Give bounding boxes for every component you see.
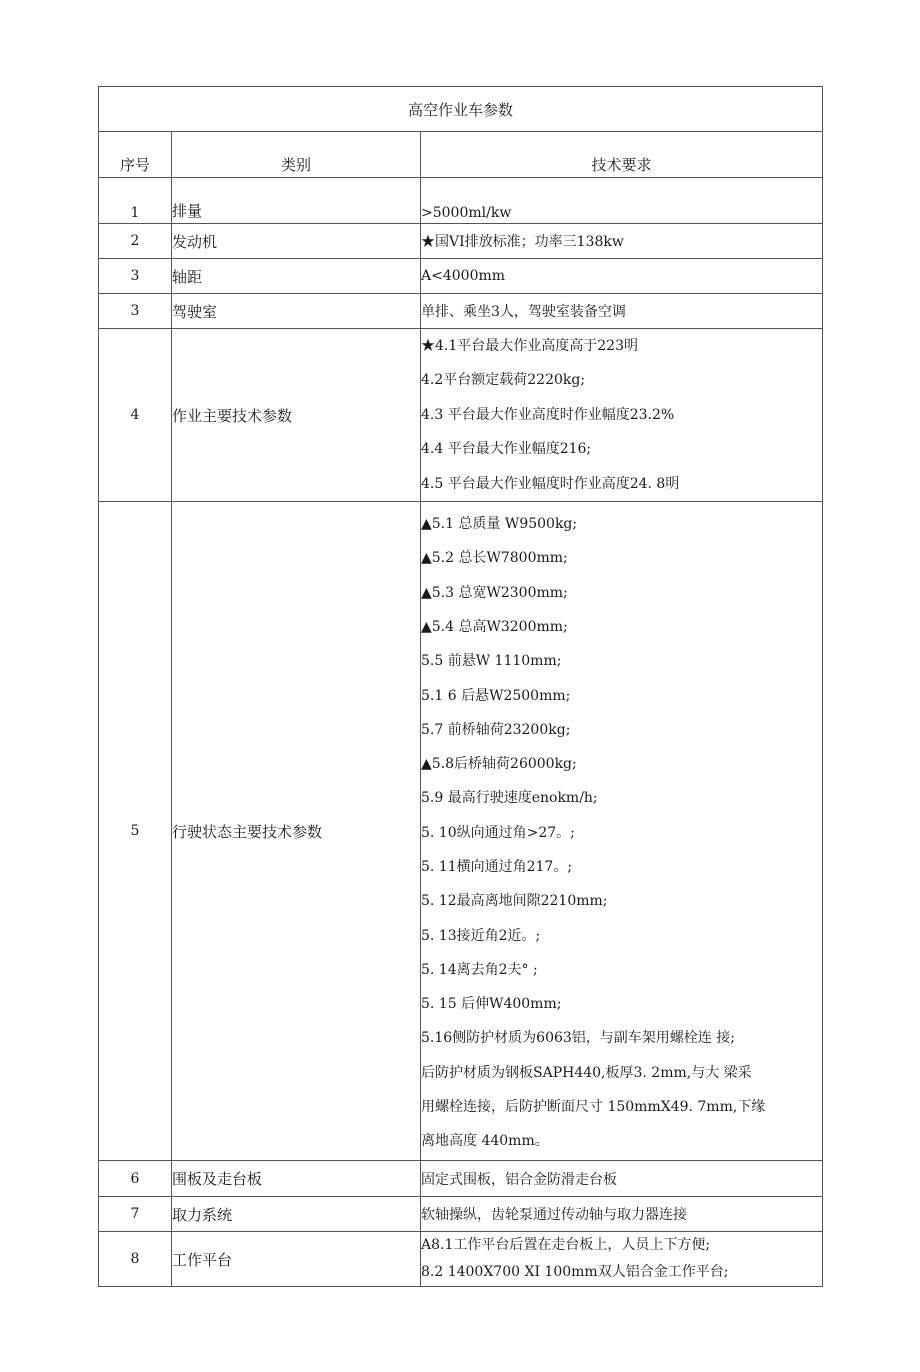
row-requirement: [421, 1232, 823, 1287]
table-row: [99, 259, 823, 294]
table-row: [99, 294, 823, 329]
row-no: 3: [99, 259, 172, 294]
requirement-line: ★4.1平台最大作业高度高于223明: [421, 338, 638, 354]
row-category: 围板及走台板: [172, 1161, 421, 1197]
requirement-line: 4.5 平台最大作业幅度时作业高度24. 8明: [421, 475, 680, 492]
table-title: 高空作业车参数: [99, 87, 823, 132]
header-no: 序号: [99, 132, 172, 178]
header-requirement: 技术要求: [421, 132, 823, 178]
requirement-line: 5.5 前悬W 1110mm;: [421, 653, 562, 670]
header-row: [99, 132, 823, 178]
requirement-line: 离地高度 440mm。: [421, 1133, 549, 1150]
row-no: 6: [99, 1161, 172, 1197]
requirement-line: >5000ml/kw: [421, 205, 512, 221]
row-category: 轴距: [172, 259, 421, 294]
row-requirement: [421, 294, 823, 329]
table-row: [99, 329, 823, 502]
table-row: [99, 1197, 823, 1232]
requirement-line: 固定式围板，铝合金防滑走台板: [421, 1171, 617, 1188]
table-row: [99, 1161, 823, 1197]
table-row: [99, 502, 823, 1161]
row-category: 取力系统: [172, 1197, 421, 1232]
requirement-line: 后防护材质为钢板SAPH440,板厚3. 2mm,与大 梁采: [421, 1064, 752, 1081]
row-category: 发动机: [172, 224, 421, 259]
row-no: 4: [99, 329, 172, 502]
header-category: 类别: [172, 132, 421, 178]
row-no: 8: [99, 1232, 172, 1287]
requirement-line: 5.9 最高行驶速度enokm/h;: [421, 790, 598, 807]
row-category: 作业主要技术参数: [172, 329, 421, 502]
requirement-line: ★国VI排放标准；功率三138kw: [421, 234, 624, 250]
requirement-line: 4.3 平台最大作业高度时作业幅度23.2%: [421, 406, 675, 423]
requirement-line: 5. 11横向通过角217。;: [421, 859, 573, 875]
table-row: [99, 224, 823, 259]
row-no: 2: [99, 224, 172, 259]
requirement-line: ▲5.3 总宽W2300mm;: [421, 584, 568, 601]
row-requirement: [421, 259, 823, 294]
requirement-line: ▲5.4 总高W3200mm;: [421, 618, 568, 635]
requirement-line: ▲5.1 总质量 W9500kg;: [421, 516, 578, 533]
row-requirement: [421, 1161, 823, 1197]
row-requirement: [421, 224, 823, 259]
requirement-line: 软轴操纵，齿轮泵通过传动轴与取力器连接: [421, 1207, 687, 1224]
row-no: 3: [99, 294, 172, 329]
row-requirement: [421, 1197, 823, 1232]
requirement-line: 5.1 6 后悬W2500mm;: [421, 687, 571, 704]
requirement-line: ▲5.2 总长W7800mm;: [421, 550, 568, 567]
requirement-line: 5. 10纵向通过角>27。;: [421, 824, 575, 841]
requirement-line: 4.4 平台最大作业幅度216;: [421, 441, 592, 458]
row-category: 行驶状态主要技术参数: [172, 502, 421, 1161]
requirement-line: 5. 12最高离地间隙2210mm;: [421, 893, 608, 910]
requirement-line: 5. 14离去角2夫° ;: [421, 961, 538, 978]
row-no: 7: [99, 1197, 172, 1232]
requirement-line: 用螺栓连接，后防护断面尺寸 150mmX49. 7mm,下缘: [421, 1099, 766, 1116]
requirement-line: 5.7 前桥轴荷23200kg;: [421, 721, 571, 738]
requirement-line: 5. 15 后伸W400mm;: [421, 996, 562, 1013]
requirement-line: 5. 13接近角2近。;: [421, 927, 541, 944]
row-category: 排量: [172, 178, 421, 224]
requirement-line: 4.2平台额定载荷2220kg;: [421, 372, 586, 389]
requirement-line: 8.2 1400X700 XI 100mm双人铝合金工作平台;: [421, 1264, 729, 1281]
table-title-row: [99, 87, 823, 132]
table-row: [99, 1232, 823, 1287]
requirement-line: ▲5.8后桥轴荷26000kg;: [421, 756, 577, 773]
row-requirement: [421, 178, 823, 224]
row-category: 驾驶室: [172, 294, 421, 329]
requirement-line: 5.16侧防护材质为6063铝，与副车架用螺栓连 接;: [421, 1030, 735, 1047]
row-category: 工作平台: [172, 1232, 421, 1287]
requirement-line: A<4000mm: [421, 268, 506, 284]
row-no: 1: [99, 178, 172, 224]
row-no: 5: [99, 502, 172, 1161]
spec-table: [98, 86, 823, 1287]
table-row: [99, 178, 823, 224]
row-requirement: [421, 329, 823, 502]
requirement-line: 单排、乘坐3人，驾驶室装备空调: [421, 304, 626, 320]
row-requirement: [421, 502, 823, 1161]
requirement-line: A8.1工作平台后置在走台板上，人员上下方便;: [421, 1237, 711, 1254]
